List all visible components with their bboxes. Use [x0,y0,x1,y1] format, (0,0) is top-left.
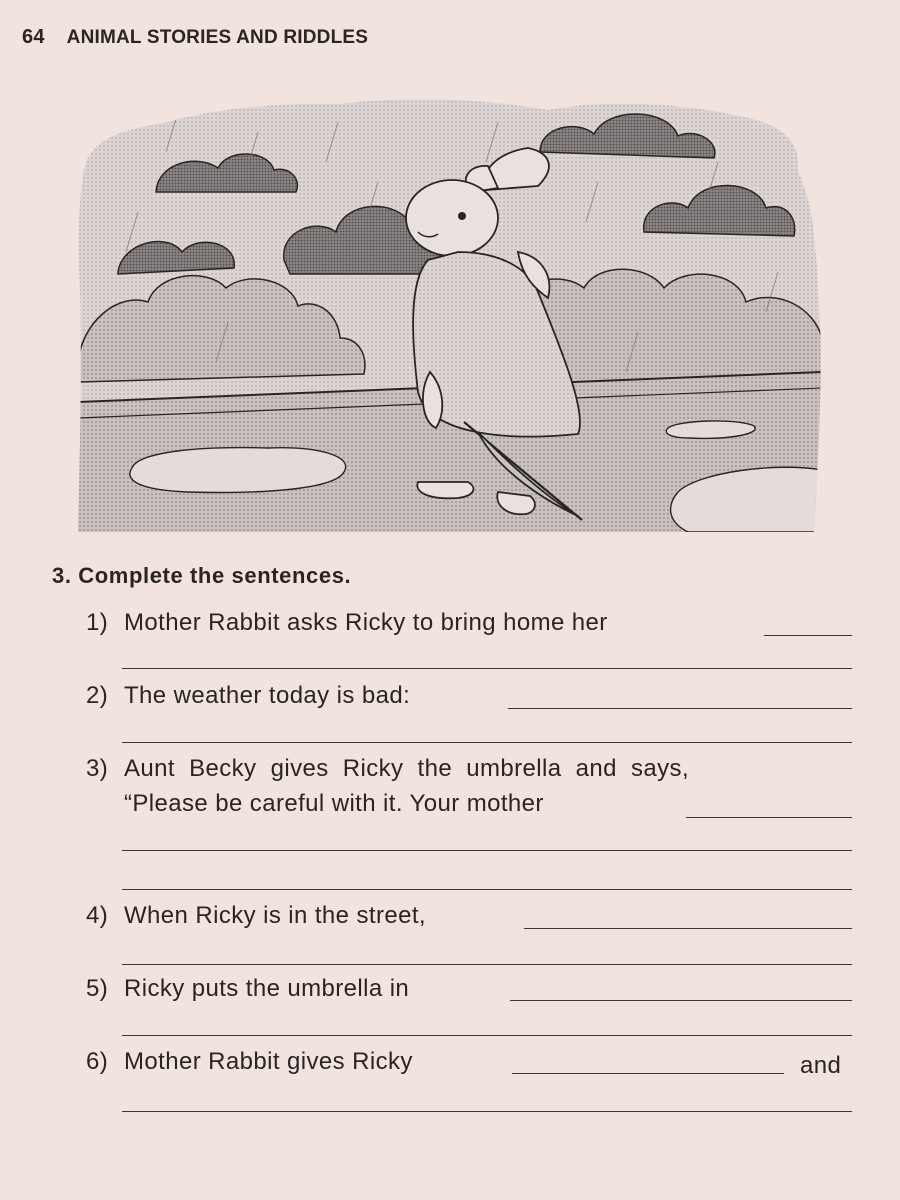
answer-line[interactable] [122,964,852,965]
sentence-6-suffix [800,1052,841,1080]
answer-line[interactable] [122,850,852,851]
answer-line[interactable] [686,817,852,818]
sentence-4 [86,902,426,930]
page-header [22,26,368,49]
answer-line[interactable] [122,668,852,669]
sentence-text: Mother Rabbit asks Ricky to bring home her [124,609,608,636]
answer-line[interactable] [122,742,852,743]
rabbit-in-rain-illustration [78,92,822,532]
running-title: ANIMAL STORIES AND RIDDLES [66,27,369,48]
item-number: 3) [86,755,109,782]
answer-line[interactable] [508,708,852,709]
exercise-title: 3. Complete the sentences. [52,563,352,588]
sentence-1 [86,609,608,637]
sentence-text: Mother Rabbit gives Ricky [124,1048,413,1075]
sentence-text-line2: “Please be careful with it. Your mother [124,790,544,817]
answer-line[interactable] [122,1111,852,1112]
item-number: 2) [86,682,109,709]
sentence-text: Ricky puts the umbrella in [124,975,410,1002]
sentence-text-line1: Aunt Becky gives Ricky the umbrella and says, [124,755,690,782]
item-number: 1) [86,609,109,636]
sentence-6 [86,1048,413,1076]
page-number: 64 [22,26,45,48]
answer-line[interactable] [510,1000,852,1001]
answer-line[interactable] [524,928,852,929]
item-number: 6) [86,1048,109,1075]
sentence-3-continued [124,790,544,818]
item-number: 4) [86,902,109,929]
sentence-text: The weather today is bad: [124,682,411,709]
answer-line[interactable] [122,889,852,890]
sentence-suffix: and [800,1052,842,1079]
sentence-text: When Ricky is in the street, [124,902,426,929]
sentence-5 [86,975,409,1003]
item-number: 5) [86,975,109,1002]
sentence-2 [86,682,410,710]
answer-line[interactable] [512,1073,784,1074]
answer-line[interactable] [122,1035,852,1036]
answer-line[interactable] [764,635,852,636]
sentence-3 [86,755,689,783]
